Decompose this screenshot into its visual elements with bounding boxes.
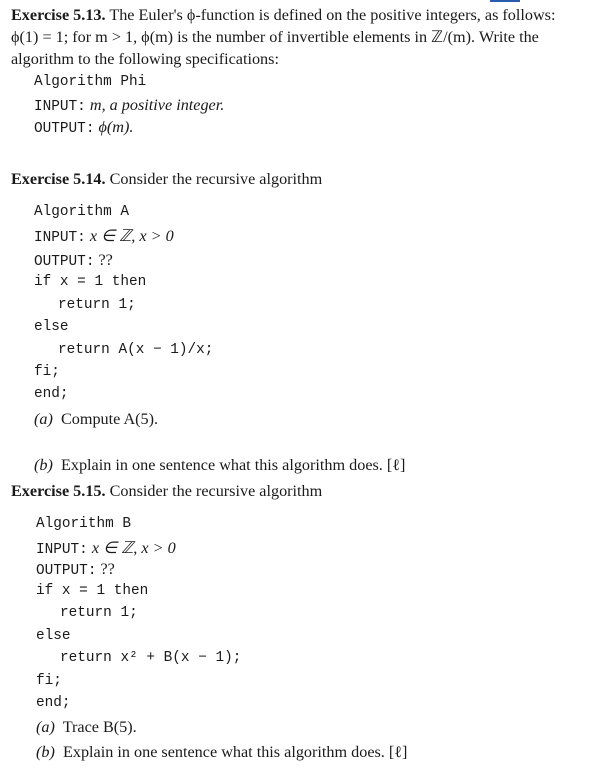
algo-a-return2: return A(x − 1)/x; (58, 342, 214, 358)
algo-a-if: if x = 1 then (34, 274, 147, 290)
algo-a-else: else (34, 319, 69, 335)
algo-b-return1: return 1; (60, 605, 138, 621)
algo-b-input: INPUT: x ∈ ℤ, x > 0 (36, 539, 176, 558)
exercise-5-13-line1: The Euler's ϕ-function is defined on the positive integers, as follows: (109, 6, 556, 24)
algo-phi-output: OUTPUT: ϕ(m). (34, 118, 134, 137)
algo-b-if: if x = 1 then (36, 583, 149, 599)
algo-a-fi: fi; (34, 364, 60, 380)
algo-b-else: else (36, 628, 71, 644)
exercise-5-13-line2: ϕ(1) = 1; for m > 1, ϕ(m) is the number of invertible elements in ℤ/(m). Write the (11, 28, 539, 46)
algo-b-end: end; (36, 695, 71, 711)
exercise-5-13-text (11, 4, 609, 70)
exercise-5-14-part-b: (b) Explain in one sentence what this algorithm does. [ℓ] (34, 456, 406, 474)
algo-phi-input: INPUT: m, a positive integer. (34, 96, 225, 115)
algo-a-end: end; (34, 386, 69, 402)
exercise-5-14-header (11, 170, 322, 189)
exercise-5-15-heading: Exercise 5.15. (11, 482, 106, 500)
exercise-5-15-part-a: (a) Trace B(5). (36, 718, 137, 736)
exercise-5-13-heading: Exercise 5.13. (11, 6, 106, 24)
exercise-5-15-part-b: (b) Explain in one sentence what this algorithm does. [ℓ] (36, 743, 408, 761)
algo-b-output: OUTPUT: ?? (36, 560, 115, 579)
algo-a-return1: return 1; (58, 297, 136, 313)
top-accent-rule (490, 0, 520, 2)
algo-phi-name: Algorithm Phi (34, 74, 147, 90)
algo-b-return2: return x² + B(x − 1); (60, 650, 242, 666)
exercise-5-14-heading: Exercise 5.14. (11, 170, 106, 188)
algo-b-name: Algorithm B (36, 516, 131, 532)
exercise-5-14-part-a: (a) Compute A(5). (34, 410, 159, 428)
algo-a-output: OUTPUT: ?? (34, 251, 113, 270)
algo-a-input: INPUT: x ∈ ℤ, x > 0 (34, 227, 174, 246)
algo-a-name: Algorithm A (34, 204, 129, 220)
exercise-5-14-intro: Consider the recursive algorithm (109, 170, 323, 188)
exercise-5-15-header (11, 482, 322, 501)
exercise-5-15-intro: Consider the recursive algorithm (109, 482, 323, 500)
algo-b-fi: fi; (36, 673, 62, 689)
exercise-5-13-line3: algorithm to the following specifications: (11, 50, 279, 68)
